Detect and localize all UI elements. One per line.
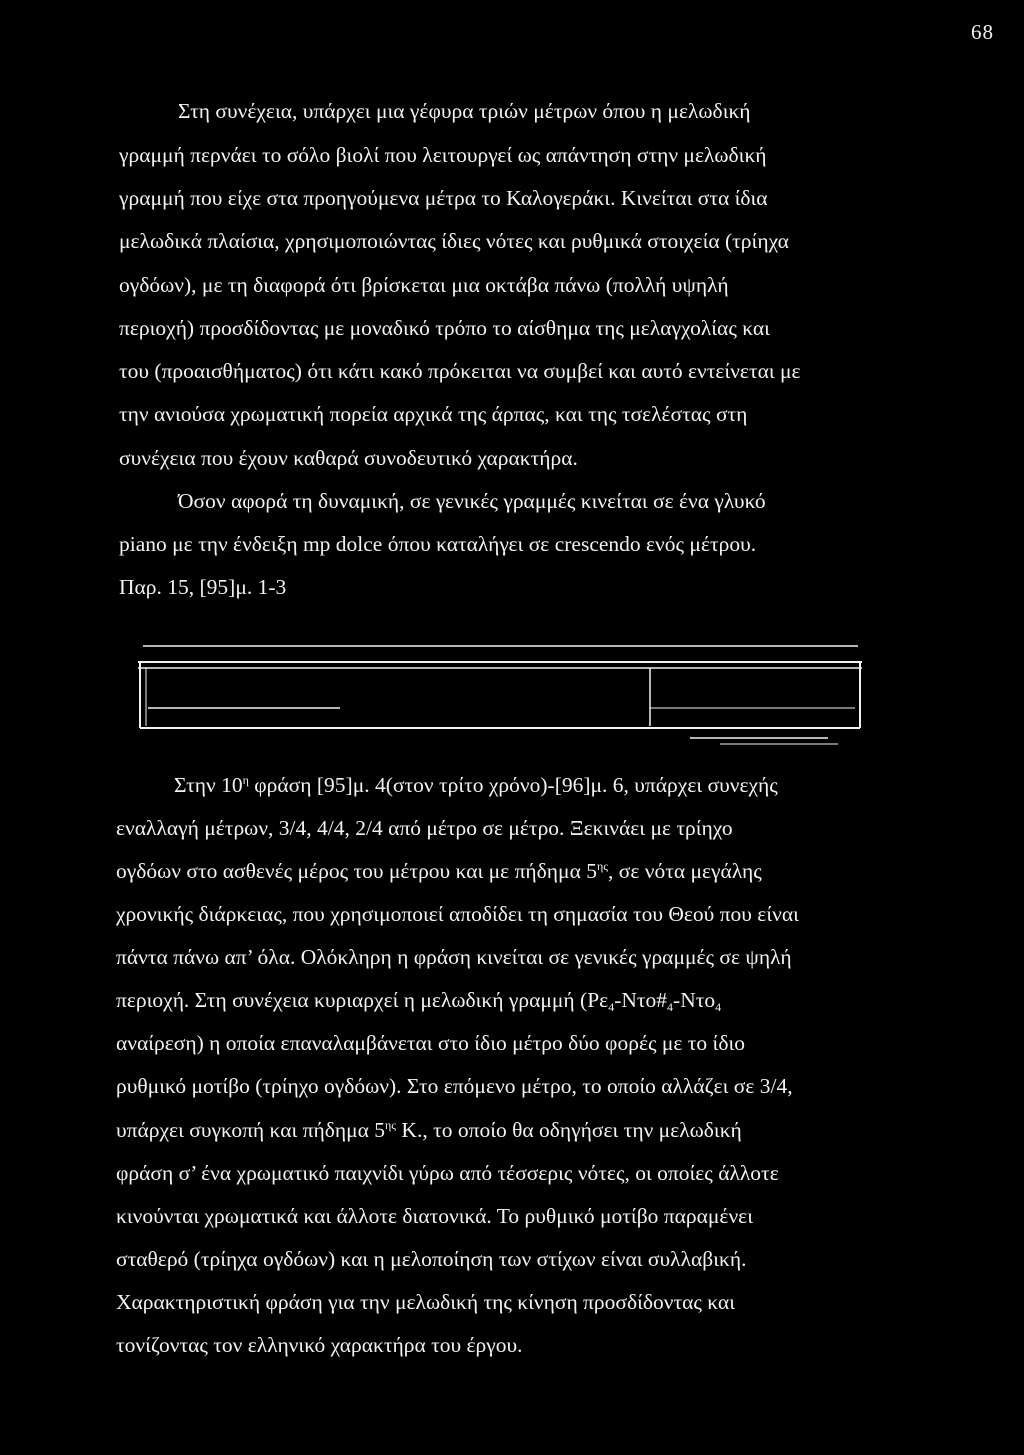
text-line: περιοχή) προσδίδοντας με μοναδικό τρόπο το αίσθημα της μελαγχολίας και xyxy=(119,316,770,340)
text-line: Στη συνέχεια, υπάρχει μια γέφυρα τριών μέτρων όπου η μελωδική xyxy=(178,99,751,123)
text-line: εναλλαγή μέτρων, 3/4, 4/4, 2/4 από μέτρο σε μέτρο. Ξεκινάει με τρίηχο xyxy=(116,816,733,840)
text-run: ογδόων στο ασθενές μέρος του μέτρου και με πήδημα 5 xyxy=(116,859,597,883)
text-run: υπάρχει συγκοπή και πήδημα 5 xyxy=(116,1118,386,1142)
text-line: Χαρακτηριστική φράση για την μελωδική της κίνηση προσδίδοντας και xyxy=(116,1290,735,1314)
text-line: την ανιούσα χρωματική πορεία αρχικά της άρπας, και της τσελέστας στη xyxy=(119,402,748,426)
text-line: πάντα πάνω απ’ όλα. Ολόκληρη η φράση κινείται σε γενικές γραμμές σε ψηλή xyxy=(116,945,792,969)
text-line: χρονικής διάρκειας, που χρησιμοποιεί αποδίδει τη σημασία του Θεού που είναι xyxy=(116,902,799,926)
subscript: 4 xyxy=(667,1000,674,1014)
superscript: ης xyxy=(385,1118,397,1132)
text-run: περιοχή. Στη συνέχεια κυριαρχεί η μελωδική γραμμή (Ρε xyxy=(116,988,609,1012)
superscript: η xyxy=(242,773,249,787)
text-line: γραμμή περνάει το σόλο βιολί που λειτουργεί ως απάντηση στην μελωδική xyxy=(119,143,767,167)
subscript: 4 xyxy=(608,1000,615,1014)
text-run: -Ντο xyxy=(673,988,716,1012)
text-line: ρυθμικό μοτίβο (τρίηχο ογδόων). Στο επόμενο μέτρο, το οποίο αλλάζει σε 3/4, xyxy=(116,1074,793,1098)
text-line xyxy=(174,772,778,798)
text-line: Όσον αφορά τη δυναμική, σε γενικές γραμμές κινείται σε ένα γλυκό xyxy=(178,489,766,513)
text-line: μελωδικά πλαίσια, χρησιμοποιώντας ίδιες νότες και ρυθμικά στοιχεία (τρίηχα xyxy=(119,229,789,253)
superscript: ης xyxy=(596,859,608,873)
text-line xyxy=(116,987,721,1013)
text-line: σταθερό (τρίηχα ογδόων) και η μελοποίηση των στίχων είναι συλλαβική. xyxy=(116,1247,747,1271)
text-line: τονίζοντας τον ελληνικό χαρακτήρα του έργου. xyxy=(116,1333,523,1357)
text-line: συνέχεια που έχουν καθαρά συνοδευτικό χαρακτήρα. xyxy=(119,446,578,470)
text-line: αναίρεση) η οποία επαναλαμβάνεται στο ίδιο μέτρο δύο φορές με το ίδιο xyxy=(116,1031,746,1055)
text-line xyxy=(116,1117,742,1143)
text-run: , σε νότα μεγάλης xyxy=(608,859,762,883)
figure-caption: Παρ. 15, [95]μ. 1-3 xyxy=(119,575,287,599)
text-line: ογδόων), με τη διαφορά ότι βρίσκεται μια οκτάβα πάνω (πολλή υψηλή xyxy=(119,273,729,297)
text-line: κινούνται χρωματικά και άλλοτε διατονικά. Το ρυθμικό μοτίβο παραμένει xyxy=(116,1204,753,1228)
page-number: 68 xyxy=(971,20,994,44)
text-run: Κ., το οποίο θα οδηγήσει την μελωδική xyxy=(396,1118,742,1142)
text-line: του (προαισθήματος) ότι κάτι κακό πρόκειται να συμβεί και αυτό εντείνεται με xyxy=(119,359,801,383)
text-line: φράση σ’ ένα χρωματικό παιχνίδι γύρω από τέσσερις νότες, οι οποίες άλλοτε xyxy=(116,1161,779,1185)
text-run: φράση [95]μ. 4(στον τρίτο χρόνο)-[96]μ. 6, υπάρχει συνεχής xyxy=(248,773,778,797)
subscript: 4 xyxy=(715,1000,722,1014)
text-run: Στην 10 xyxy=(174,773,243,797)
text-line: piano με την ένδειξη mp dolce όπου καταλήγει σε crescendo ενός μέτρου. xyxy=(119,532,757,556)
text-line: γραμμή που είχε στα προηγούμενα μέτρα το Καλογεράκι. Κινείται στα ίδια xyxy=(119,186,768,210)
text-run: -Ντο# xyxy=(614,988,668,1012)
text-line xyxy=(116,858,762,884)
